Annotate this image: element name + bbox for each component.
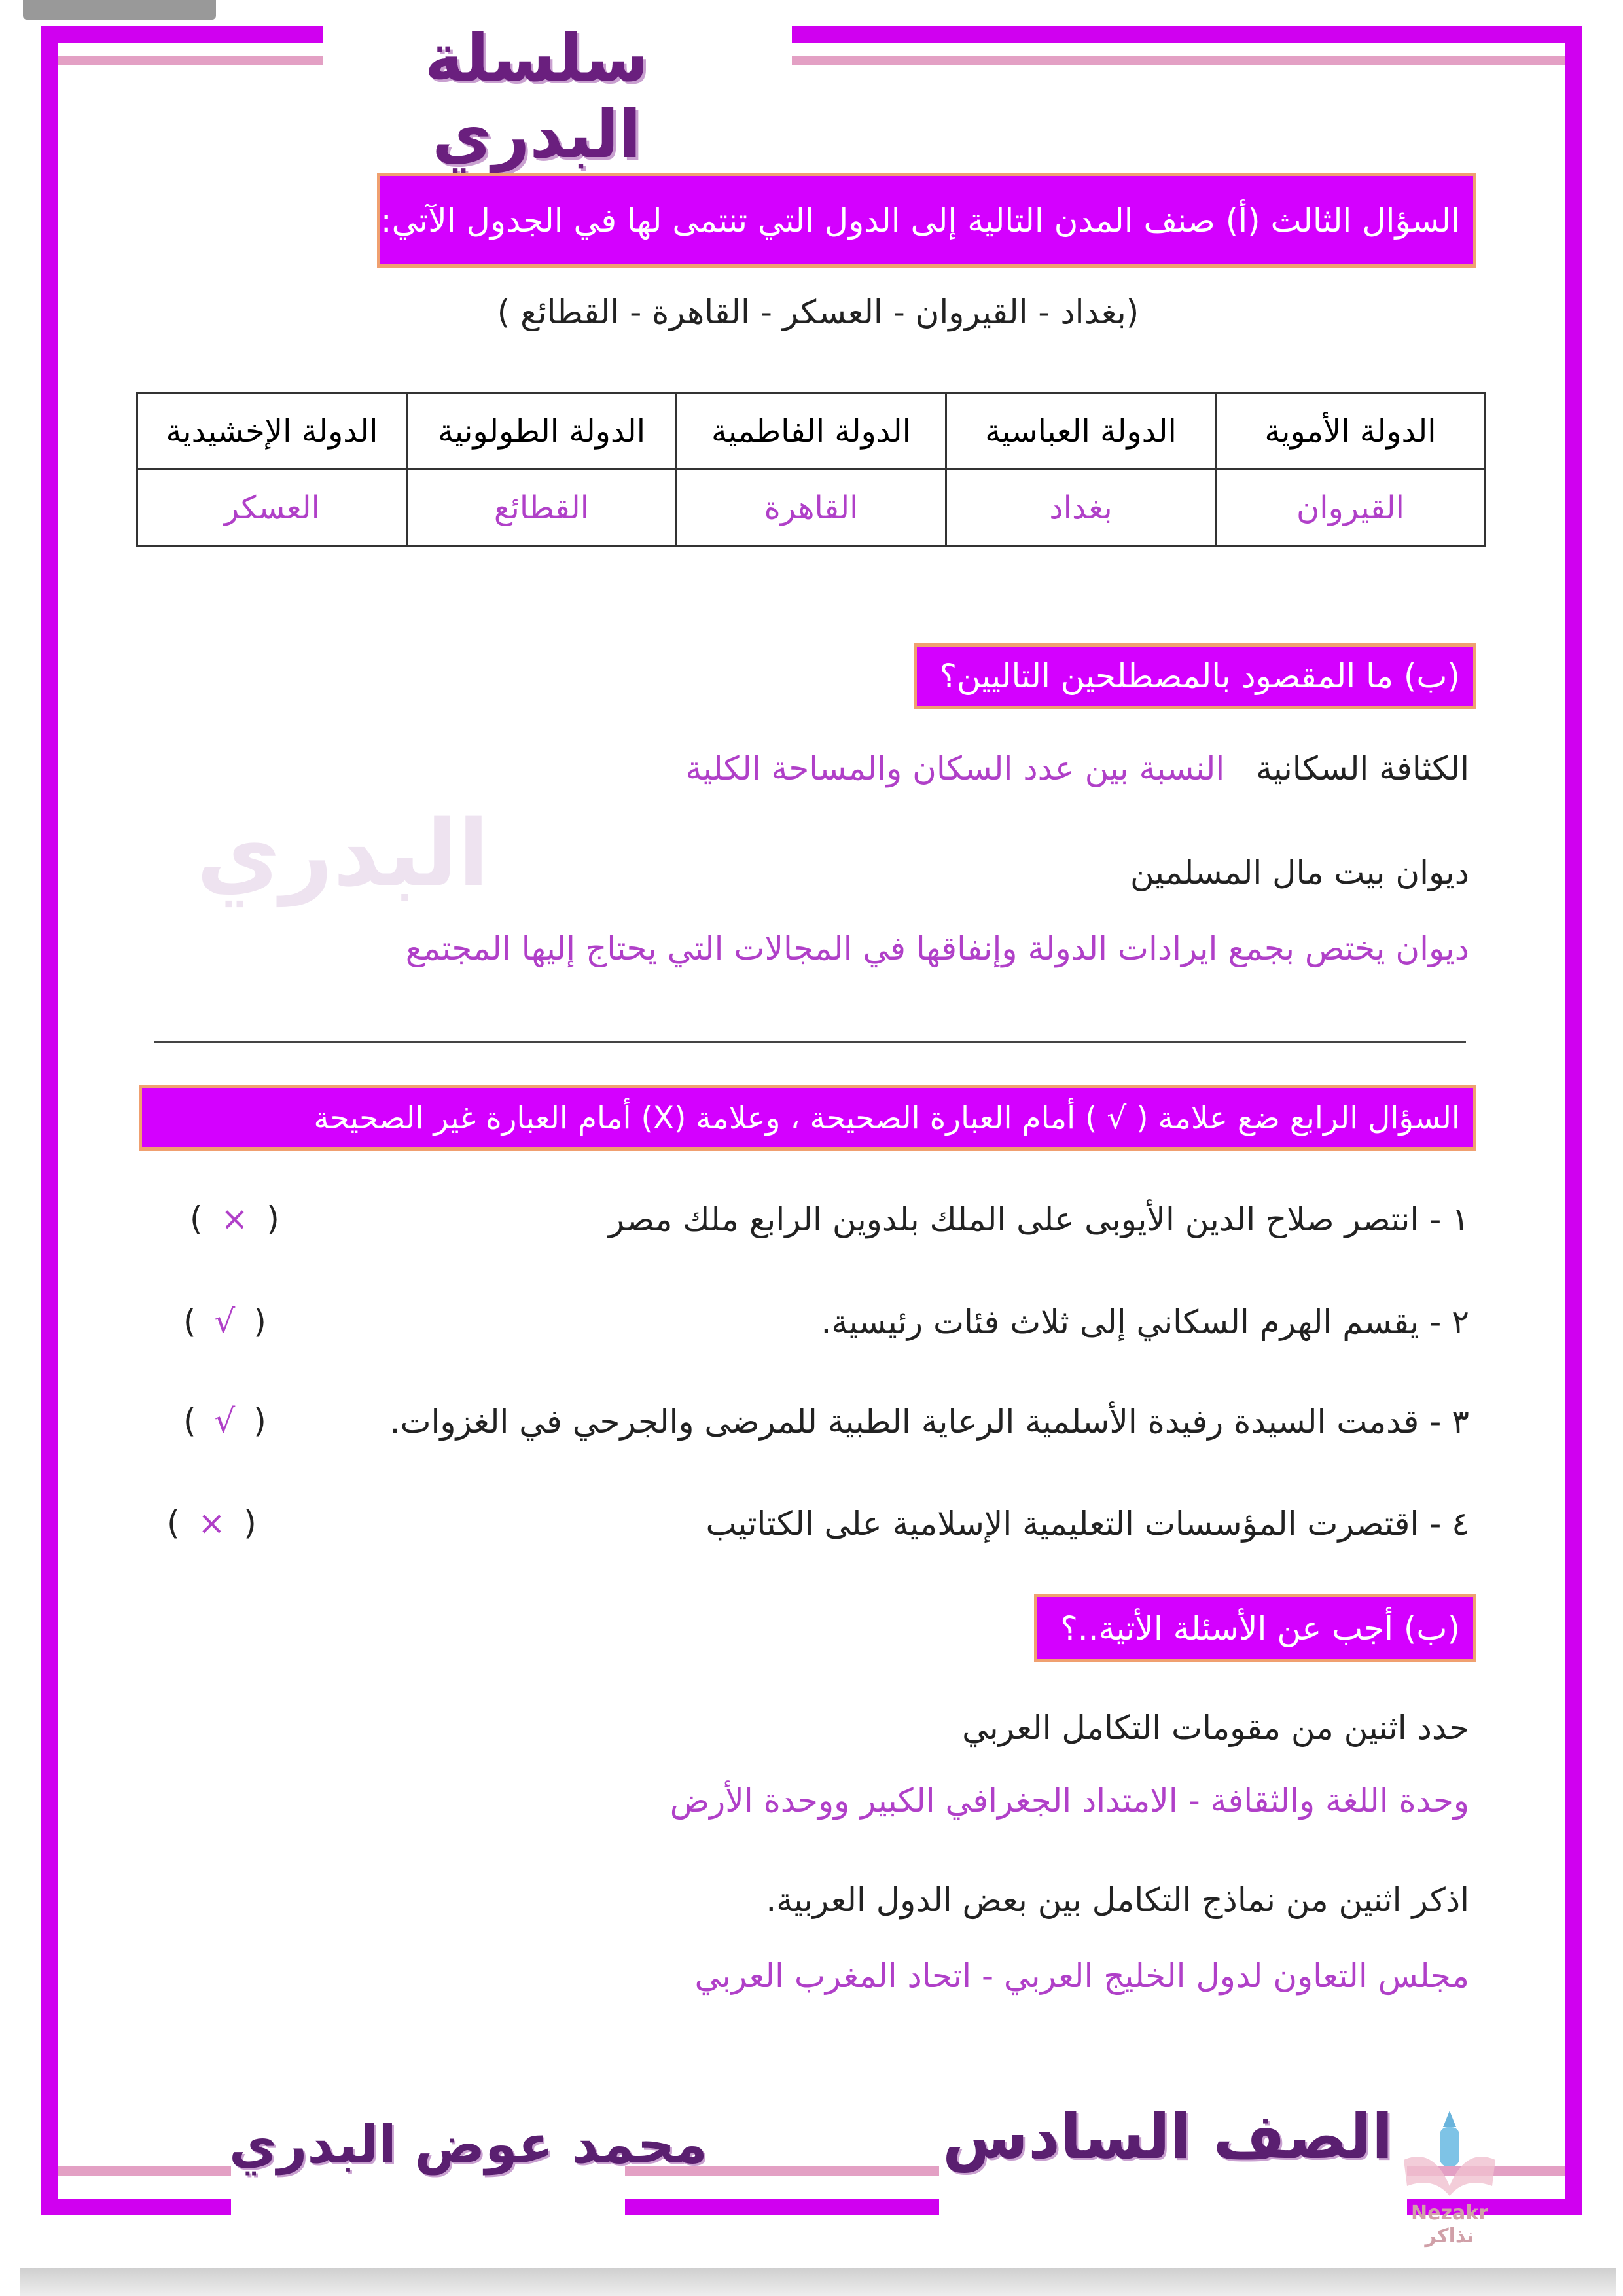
q4-mark: ( √ ) — [183, 1402, 266, 1440]
graduation-book-icon — [1394, 2108, 1505, 2199]
answer-mark: √ — [214, 1402, 236, 1440]
q3b-title-box — [914, 643, 1476, 709]
q4b-question-1: حدد اثنين من مقومات التكامل العربي — [962, 1709, 1469, 1747]
term2-label: ديوان بيت مال المسلمين — [1130, 853, 1469, 891]
table-header: الدولة الأموية — [1216, 393, 1486, 469]
q4-title-box — [139, 1085, 1476, 1151]
frame-bottom-left-inner — [58, 2166, 231, 2176]
q4b-title-box — [1034, 1594, 1476, 1662]
table-header: الدولة العباسية — [946, 393, 1216, 469]
q4-mark: ( × ) — [190, 1200, 279, 1238]
term2-answer: ديوان يختص بجمع ايرادات الدولة وإنفاقها في المجالات التي يحتاج إليها المجتمع — [405, 929, 1469, 967]
q4-item: ١ - انتصر صلاح الدين الأيوبى على الملك بلدوين الرابع ملك مصر — [608, 1200, 1469, 1238]
answer-mark: × — [221, 1200, 249, 1238]
footer-grade: الصف السادس — [942, 2101, 1393, 2173]
footer-author: محمد عوض البدري — [229, 2114, 707, 2175]
table-header: الدولة الطولونية — [407, 393, 677, 469]
q4-item: ٤ - اقتصرت المؤسسات التعليمية الإسلامية على الكتاتيب — [705, 1505, 1469, 1543]
table-cell: القاهرة — [677, 469, 946, 547]
term1-label: الكثافة السكانية — [1255, 749, 1469, 787]
series-title: سلسلة البدري — [424, 20, 649, 173]
q3-title-box — [377, 173, 1476, 268]
answer-mark: × — [198, 1504, 226, 1542]
table-header: الدولة الفاطمية — [677, 393, 946, 469]
q4-item: ٢ - يقسم الهرم السكاني إلى ثلاث فئات رئيسية. — [821, 1303, 1469, 1341]
nezakr-logo — [1394, 2108, 1505, 2248]
q3-title: السؤال الثالث (أ) صنف المدن التالية إلى الدول التي تنتمى لها في الجدول الآتي: — [380, 201, 1460, 240]
logo-text: Nezakr نذاكر — [1411, 2202, 1488, 2248]
bottom-bar — [20, 2268, 1616, 2296]
frame-right — [1565, 26, 1582, 2215]
top-tab — [23, 0, 216, 20]
table-cell: القيروان — [1216, 469, 1486, 547]
q4b-title: (ب) أجب عن الأسئلة الأتية..؟ — [1060, 1609, 1460, 1647]
q4-mark: ( √ ) — [183, 1302, 266, 1340]
frame-top-left-inner — [58, 56, 323, 65]
divider — [154, 1041, 1466, 1043]
frame-top-left — [41, 26, 323, 43]
table-answer-row — [137, 469, 1486, 547]
table-cell: القطائع — [407, 469, 677, 547]
frame-bottom-left — [41, 2199, 231, 2215]
frame-top-right — [792, 26, 1582, 43]
q4b-answer-1: وحدة اللغة والثقافة - الامتداد الجغرافي الكبير ووحدة الأرض — [669, 1782, 1469, 1820]
term1 — [685, 749, 1469, 787]
cities-table — [136, 392, 1486, 547]
q4b-question-2: اذكر اثنين من نماذج التكامل بين بعض الدول العربية. — [766, 1881, 1469, 1919]
q3b-title: (ب) ما المقصود بالمصطلحين التاليين؟ — [939, 657, 1460, 695]
table-header-row — [137, 393, 1486, 469]
q4-mark: ( × ) — [167, 1504, 257, 1542]
q4-item: ٣ - قدمت السيدة رفيدة الأسلمية الرعاية الطبية للمرضى والجرحي في الغزوات. — [389, 1403, 1469, 1441]
frame-top-right-inner — [792, 56, 1565, 65]
table-cell: بغداد — [946, 469, 1216, 547]
answer-mark: √ — [214, 1302, 236, 1340]
table-cell: العسكر — [137, 469, 407, 547]
table-header: الدولة الإخشيدية — [137, 393, 407, 469]
frame-left — [41, 26, 58, 2215]
watermark: البدري — [196, 800, 490, 907]
frame-bottom-mid — [625, 2199, 939, 2215]
cities-list: (بغداد - القيروان - العسكر - القاهرة - القطائع ) — [497, 293, 1139, 331]
q4-title: السؤال الرابع ضع علامة ( √ ) أمام العبارة الصحيحة ، وعلامة (X) أمام العبارة غير الصحيحة — [313, 1100, 1460, 1136]
q4b-answer-2: مجلس التعاون لدول الخليج العربي - اتحاد المغرب العربي — [694, 1957, 1469, 1995]
term1-answer: النسبة بين عدد السكان والمساحة الكلية — [685, 749, 1225, 787]
